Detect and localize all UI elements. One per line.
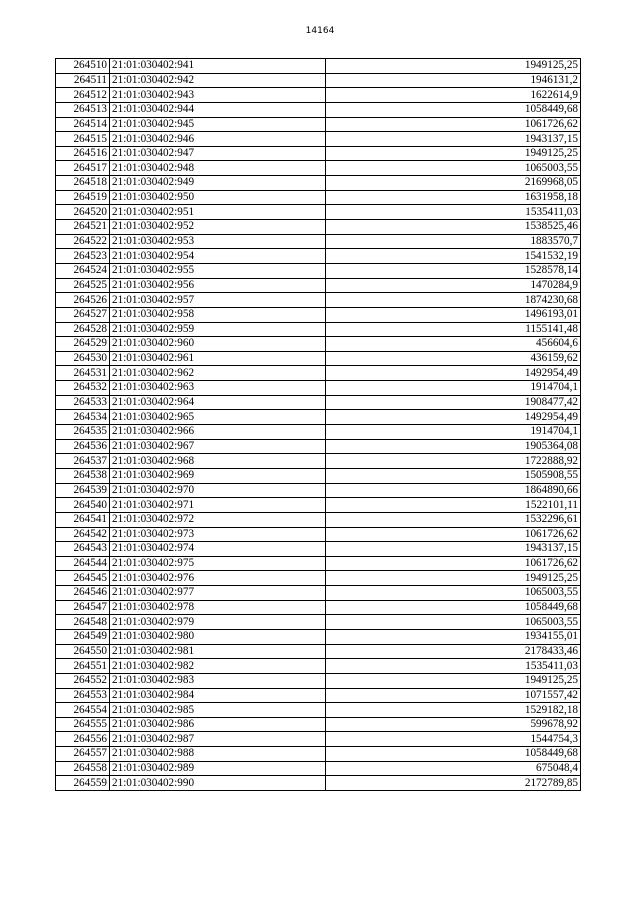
table-row <box>56 717 581 732</box>
cadastral-number-cell: 21:01:030402:960 <box>110 337 326 352</box>
cadastral-number-cell: 21:01:030402:944 <box>110 102 326 117</box>
cadastral-number-cell: 21:01:030402:948 <box>110 161 326 176</box>
value-cell: 1631958,18 <box>326 190 581 205</box>
row-id-cell: 264536 <box>56 439 110 454</box>
value-cell: 1949125,25 <box>326 59 581 74</box>
value-cell: 1535411,03 <box>326 205 581 220</box>
table-row <box>56 629 581 644</box>
cadastral-number-cell: 21:01:030402:958 <box>110 307 326 322</box>
table-row <box>56 220 581 235</box>
cadastral-number-cell: 21:01:030402:961 <box>110 351 326 366</box>
cadastral-number-cell: 21:01:030402:946 <box>110 132 326 147</box>
value-cell: 1949125,25 <box>326 146 581 161</box>
value-cell: 1538525,46 <box>326 220 581 235</box>
row-id-cell: 264524 <box>56 263 110 278</box>
value-cell: 1470284,9 <box>326 278 581 293</box>
value-cell: 1914704,1 <box>326 381 581 396</box>
table-body <box>56 59 581 791</box>
value-cell: 1914704,1 <box>326 425 581 440</box>
table-row <box>56 366 581 381</box>
cadastral-number-cell: 21:01:030402:957 <box>110 293 326 308</box>
cadastral-number-cell: 21:01:030402:976 <box>110 571 326 586</box>
table-row <box>56 59 581 74</box>
cadastral-number-cell: 21:01:030402:956 <box>110 278 326 293</box>
table-row <box>56 761 581 776</box>
value-cell: 1505908,55 <box>326 468 581 483</box>
row-id-cell: 264531 <box>56 366 110 381</box>
row-id-cell: 264552 <box>56 673 110 688</box>
cadastral-number-cell: 21:01:030402:987 <box>110 732 326 747</box>
row-id-cell: 264527 <box>56 307 110 322</box>
table-row <box>56 395 581 410</box>
row-id-cell: 264553 <box>56 688 110 703</box>
row-id-cell: 264555 <box>56 717 110 732</box>
table-row <box>56 293 581 308</box>
cadastral-number-cell: 21:01:030402:972 <box>110 512 326 527</box>
value-cell: 1874230,68 <box>326 293 581 308</box>
table-row <box>56 425 581 440</box>
table-row <box>56 600 581 615</box>
row-id-cell: 264539 <box>56 483 110 498</box>
data-table <box>55 58 581 791</box>
row-id-cell: 264546 <box>56 586 110 601</box>
table-row <box>56 556 581 571</box>
row-id-cell: 264543 <box>56 542 110 557</box>
cadastral-number-cell: 21:01:030402:962 <box>110 366 326 381</box>
cadastral-number-cell: 21:01:030402:985 <box>110 703 326 718</box>
table-row <box>56 439 581 454</box>
row-id-cell: 264533 <box>56 395 110 410</box>
table-row <box>56 249 581 264</box>
row-id-cell: 264514 <box>56 117 110 132</box>
row-id-cell: 264534 <box>56 410 110 425</box>
cadastral-number-cell: 21:01:030402:952 <box>110 220 326 235</box>
value-cell: 1864890,66 <box>326 483 581 498</box>
cadastral-number-cell: 21:01:030402:945 <box>110 117 326 132</box>
row-id-cell: 264528 <box>56 322 110 337</box>
value-cell: 1535411,03 <box>326 659 581 674</box>
cadastral-number-cell: 21:01:030402:989 <box>110 761 326 776</box>
row-id-cell: 264547 <box>56 600 110 615</box>
value-cell: 1522101,11 <box>326 498 581 513</box>
table-row <box>56 146 581 161</box>
value-cell: 1496193,01 <box>326 307 581 322</box>
row-id-cell: 264548 <box>56 615 110 630</box>
row-id-cell: 264535 <box>56 425 110 440</box>
value-cell: 1061726,62 <box>326 556 581 571</box>
value-cell: 1949125,25 <box>326 571 581 586</box>
value-cell: 1722888,92 <box>326 454 581 469</box>
table-row <box>56 410 581 425</box>
value-cell: 1058449,68 <box>326 600 581 615</box>
cadastral-number-cell: 21:01:030402:947 <box>110 146 326 161</box>
table-row <box>56 307 581 322</box>
table-row <box>56 776 581 791</box>
value-cell: 1065003,55 <box>326 615 581 630</box>
cadastral-number-cell: 21:01:030402:949 <box>110 176 326 191</box>
row-id-cell: 264545 <box>56 571 110 586</box>
table-row <box>56 73 581 88</box>
value-cell: 1061726,62 <box>326 527 581 542</box>
value-cell: 1065003,55 <box>326 586 581 601</box>
cadastral-number-cell: 21:01:030402:963 <box>110 381 326 396</box>
row-id-cell: 264516 <box>56 146 110 161</box>
table-row <box>56 586 581 601</box>
row-id-cell: 264541 <box>56 512 110 527</box>
cadastral-number-cell: 21:01:030402:980 <box>110 629 326 644</box>
row-id-cell: 264537 <box>56 454 110 469</box>
cadastral-number-cell: 21:01:030402:970 <box>110 483 326 498</box>
value-cell: 1943137,15 <box>326 542 581 557</box>
cadastral-number-cell: 21:01:030402:984 <box>110 688 326 703</box>
row-id-cell: 264558 <box>56 761 110 776</box>
cadastral-number-cell: 21:01:030402:941 <box>110 59 326 74</box>
value-cell: 1908477,42 <box>326 395 581 410</box>
row-id-cell: 264538 <box>56 468 110 483</box>
table-row <box>56 351 581 366</box>
row-id-cell: 264530 <box>56 351 110 366</box>
table-row <box>56 468 581 483</box>
row-id-cell: 264525 <box>56 278 110 293</box>
table-row <box>56 263 581 278</box>
cadastral-number-cell: 21:01:030402:943 <box>110 88 326 103</box>
value-cell: 1934155,01 <box>326 629 581 644</box>
table-row <box>56 234 581 249</box>
table-row <box>56 278 581 293</box>
table-row <box>56 176 581 191</box>
row-id-cell: 264550 <box>56 644 110 659</box>
row-id-cell: 264519 <box>56 190 110 205</box>
value-cell: 1622614,9 <box>326 88 581 103</box>
cadastral-number-cell: 21:01:030402:983 <box>110 673 326 688</box>
value-cell: 456604,6 <box>326 337 581 352</box>
value-cell: 1905364,08 <box>326 439 581 454</box>
value-cell: 1532296,61 <box>326 512 581 527</box>
value-cell: 1544754,3 <box>326 732 581 747</box>
value-cell: 436159,62 <box>326 351 581 366</box>
cadastral-number-cell: 21:01:030402:950 <box>110 190 326 205</box>
row-id-cell: 264554 <box>56 703 110 718</box>
cadastral-number-cell: 21:01:030402:974 <box>110 542 326 557</box>
table-row <box>56 88 581 103</box>
table-row <box>56 747 581 762</box>
row-id-cell: 264511 <box>56 73 110 88</box>
row-id-cell: 264559 <box>56 776 110 791</box>
row-id-cell: 264513 <box>56 102 110 117</box>
value-cell: 1529182,18 <box>326 703 581 718</box>
cadastral-number-cell: 21:01:030402:955 <box>110 263 326 278</box>
row-id-cell: 264510 <box>56 59 110 74</box>
table-row <box>56 161 581 176</box>
table-row <box>56 117 581 132</box>
table-row <box>56 688 581 703</box>
value-cell: 1492954,49 <box>326 366 581 381</box>
value-cell: 675048,4 <box>326 761 581 776</box>
cadastral-number-cell: 21:01:030402:966 <box>110 425 326 440</box>
table-row <box>56 703 581 718</box>
table-row <box>56 322 581 337</box>
cadastral-number-cell: 21:01:030402:942 <box>110 73 326 88</box>
table-row <box>56 483 581 498</box>
row-id-cell: 264517 <box>56 161 110 176</box>
value-cell: 1883570,7 <box>326 234 581 249</box>
table-row <box>56 673 581 688</box>
cadastral-number-cell: 21:01:030402:954 <box>110 249 326 264</box>
value-cell: 2172789,85 <box>326 776 581 791</box>
table-row <box>56 190 581 205</box>
cadastral-number-cell: 21:01:030402:964 <box>110 395 326 410</box>
cadastral-number-cell: 21:01:030402:979 <box>110 615 326 630</box>
value-cell: 1155141,48 <box>326 322 581 337</box>
cadastral-number-cell: 21:01:030402:965 <box>110 410 326 425</box>
table-row <box>56 498 581 513</box>
cadastral-number-cell: 21:01:030402:967 <box>110 439 326 454</box>
value-cell: 599678,92 <box>326 717 581 732</box>
row-id-cell: 264515 <box>56 132 110 147</box>
cadastral-number-cell: 21:01:030402:951 <box>110 205 326 220</box>
cadastral-number-cell: 21:01:030402:953 <box>110 234 326 249</box>
row-id-cell: 264523 <box>56 249 110 264</box>
value-cell: 1065003,55 <box>326 161 581 176</box>
table-row <box>56 102 581 117</box>
cadastral-number-cell: 21:01:030402:990 <box>110 776 326 791</box>
row-id-cell: 264540 <box>56 498 110 513</box>
cadastral-number-cell: 21:01:030402:968 <box>110 454 326 469</box>
table-row <box>56 512 581 527</box>
row-id-cell: 264544 <box>56 556 110 571</box>
row-id-cell: 264549 <box>56 629 110 644</box>
row-id-cell: 264518 <box>56 176 110 191</box>
table-row <box>56 542 581 557</box>
value-cell: 1943137,15 <box>326 132 581 147</box>
row-id-cell: 264532 <box>56 381 110 396</box>
table-row <box>56 571 581 586</box>
cadastral-number-cell: 21:01:030402:978 <box>110 600 326 615</box>
value-cell: 1949125,25 <box>326 673 581 688</box>
cadastral-number-cell: 21:01:030402:959 <box>110 322 326 337</box>
cadastral-number-cell: 21:01:030402:981 <box>110 644 326 659</box>
row-id-cell: 264526 <box>56 293 110 308</box>
cadastral-number-cell: 21:01:030402:971 <box>110 498 326 513</box>
value-cell: 1541532,19 <box>326 249 581 264</box>
value-cell: 1946131,2 <box>326 73 581 88</box>
table-row <box>56 381 581 396</box>
table-row <box>56 615 581 630</box>
value-cell: 1061726,62 <box>326 117 581 132</box>
table-row <box>56 659 581 674</box>
value-cell: 1492954,49 <box>326 410 581 425</box>
value-cell: 1058449,68 <box>326 102 581 117</box>
table-row <box>56 454 581 469</box>
row-id-cell: 264551 <box>56 659 110 674</box>
row-id-cell: 264512 <box>56 88 110 103</box>
value-cell: 1058449,68 <box>326 747 581 762</box>
value-cell: 1071557,42 <box>326 688 581 703</box>
value-cell: 2169968,05 <box>326 176 581 191</box>
value-cell: 1528578,14 <box>326 263 581 278</box>
table-row <box>56 205 581 220</box>
value-cell: 2178433,46 <box>326 644 581 659</box>
table-row <box>56 527 581 542</box>
row-id-cell: 264529 <box>56 337 110 352</box>
cadastral-number-cell: 21:01:030402:986 <box>110 717 326 732</box>
row-id-cell: 264522 <box>56 234 110 249</box>
table-row <box>56 337 581 352</box>
cadastral-number-cell: 21:01:030402:982 <box>110 659 326 674</box>
table-row <box>56 644 581 659</box>
row-id-cell: 264556 <box>56 732 110 747</box>
table-row <box>56 732 581 747</box>
row-id-cell: 264521 <box>56 220 110 235</box>
page-number: 14164 <box>305 26 335 36</box>
row-id-cell: 264520 <box>56 205 110 220</box>
cadastral-number-cell: 21:01:030402:988 <box>110 747 326 762</box>
cadastral-number-cell: 21:01:030402:977 <box>110 586 326 601</box>
cadastral-number-cell: 21:01:030402:973 <box>110 527 326 542</box>
cadastral-number-cell: 21:01:030402:975 <box>110 556 326 571</box>
row-id-cell: 264542 <box>56 527 110 542</box>
cadastral-number-cell: 21:01:030402:969 <box>110 468 326 483</box>
table-row <box>56 132 581 147</box>
row-id-cell: 264557 <box>56 747 110 762</box>
